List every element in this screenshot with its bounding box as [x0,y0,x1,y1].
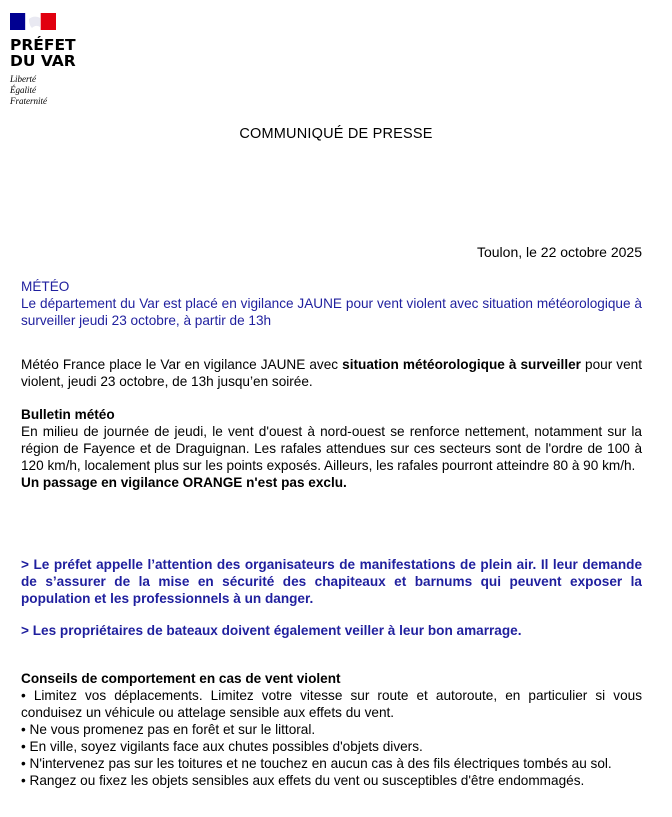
meteo-section [21,278,642,329]
boats-alert: > Les propriétaires de bateaux doivent également veiller à leur bon amarrage. [21,623,522,638]
flag-blue-band [10,13,25,30]
conseils-heading: Conseils de comportement en cas de vent violent [21,671,341,686]
meteo-heading: MÉTÉO [21,279,70,294]
intro-text-1: Météo France place le Var en vigilance JAUNE avec [21,357,343,372]
bulletin-heading: Bulletin météo [21,407,115,422]
motto-egalite: Égalité [10,85,36,95]
prefecture-name [10,37,76,69]
motto-fraternite: Fraternité [10,96,47,106]
prefet-line-2: DU VAR [10,52,76,70]
intro-bold: situation météorologique à surveiller [342,357,581,372]
prefet-line-1: PRÉFET [10,36,76,54]
republic-motto [10,74,47,107]
dateline: Toulon, le 22 octobre 2025 [476,244,642,260]
marianne-flag-logo [10,13,56,30]
intro-text-2: pour vent violent, jeudi 23 octobre, de 13h jusqu’en soirée. [21,357,642,389]
orange-note: Un passage en vigilance ORANGE n'est pas exclu. [21,475,347,490]
conseils-section [21,670,642,789]
conseil-item: • Limitez vos déplacements. Limitez votre vitesse sur route et autoroute, en particulier si vous conduisez un véhicule ou attelage sensible aux effets du vent. [21,688,642,720]
flag-red-band [41,13,56,30]
intro-paragraph [21,356,642,390]
conseil-item: • En ville, soyez vigilants face aux chutes possibles d'objets divers. [21,739,423,754]
motto-liberte: Liberté [10,74,36,84]
bulletin-text: En milieu de journée de jeudi, le vent d'ouest à nord-ouest se renforce nettement, notamment sur la région de Fayence et de Draguignan. Les rafales attendues sur ces secteurs sont de l'ordre de 100 à 120 km/h, localement plus sur les points exposés. Ailleurs, les rafales pourront atteindre 80 à 90 km/h. [21,424,642,473]
conseil-item: • N'intervenez pas sur les toitures et ne touchez en aucun cas à des fils électriques tombés au sol. [21,756,612,771]
bulletin-section [21,406,642,491]
organizers-alert: > Le préfet appelle l’attention des organisateurs de manifestations de plein air. Il leur demande de s’assurer de la mise en sécurité des chapiteaux et barnums qui peuvent exposer la population et les professionnels à un danger. [21,557,642,606]
conseil-item: • Rangez ou fixez les objets sensibles aux effets du vent ou susceptibles d'être endommagés. [21,773,585,788]
conseil-item: • Ne vous promenez pas en forêt et sur le littoral. [21,722,316,737]
meteo-subtitle: Le département du Var est placé en vigilance JAUNE pour vent violent avec situation météorologique à surveiller jeudi 23 octobre, à partir de 13h [21,296,642,328]
document-title: COMMUNIQUÉ DE PRESSE [239,126,433,142]
